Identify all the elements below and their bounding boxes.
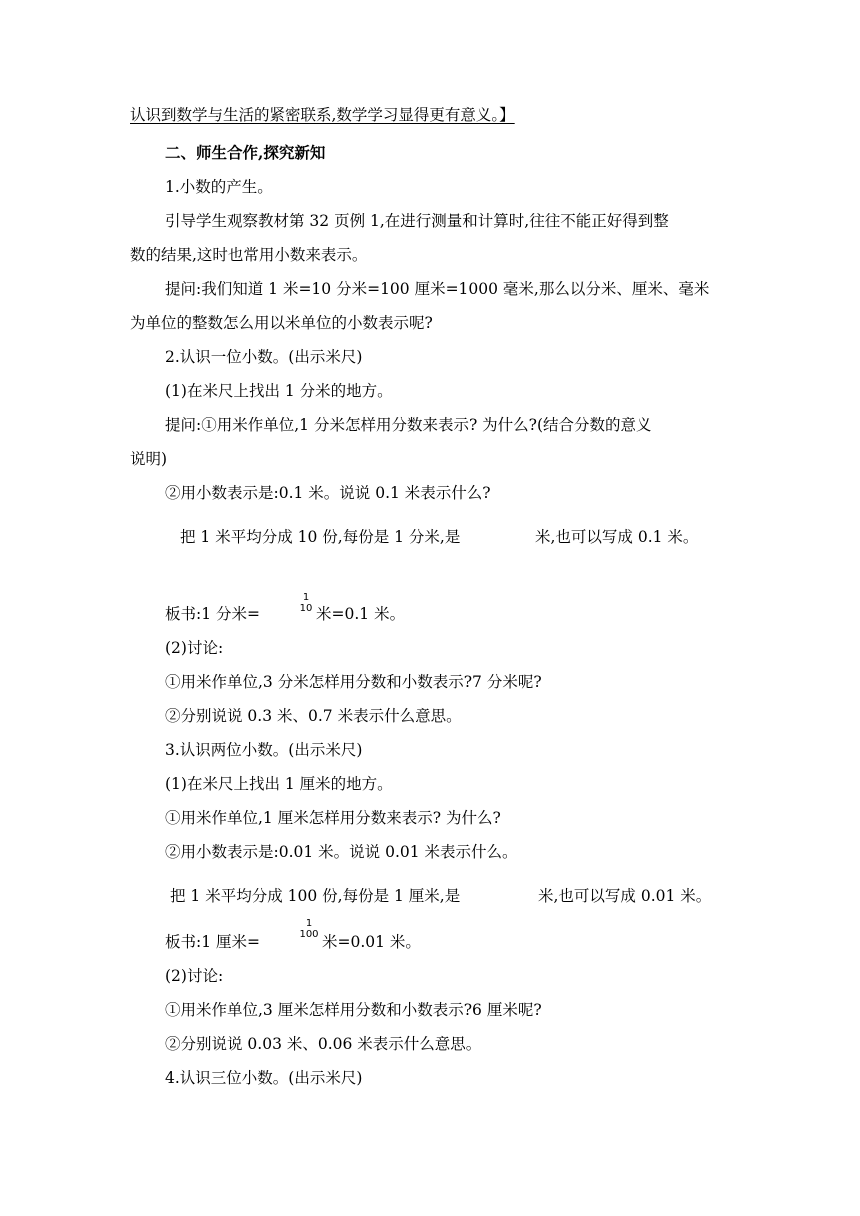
explanation-line: 把 1 米平均分成 100 份,每份是 1 厘米,是 bbox=[170, 887, 461, 905]
fraction-denominator: 10 bbox=[299, 603, 313, 614]
fraction-denominator: 100 bbox=[299, 929, 319, 940]
subsection-title: 4.认识三位小数。(出示米尺) bbox=[165, 1069, 363, 1087]
explanation-line: 把 1 米平均分成 10 份,每份是 1 分米,是 bbox=[180, 528, 461, 546]
fraction-one-hundredth bbox=[297, 918, 321, 940]
blackboard-note-tail: 米=0.01 米。 bbox=[322, 933, 421, 951]
paragraph-line: ②用小数表示是:0.1 米。说说 0.1 米表示什么? bbox=[165, 484, 491, 502]
paragraph-line: (1)在米尺上找出 1 厘米的地方。 bbox=[165, 775, 393, 793]
explanation-line-tail: 米,也可以写成 0.1 米。 bbox=[535, 528, 699, 546]
paragraph-line: 为单位的整数怎么用以米单位的小数表示呢? bbox=[130, 314, 433, 332]
paragraph-line: ①用米作单位,3 厘米怎样用分数和小数表示?6 厘米呢? bbox=[165, 1001, 542, 1019]
paragraph-line: 提问:①用米作单位,1 分米怎样用分数来表示? 为什么?(结合分数的意义 bbox=[165, 416, 652, 434]
subsection-title: 1.小数的产生。 bbox=[165, 178, 273, 196]
fraction-numerator: 1 bbox=[305, 918, 313, 929]
paragraph-line: ②用小数表示是:0.01 米。说说 0.01 米表示什么。 bbox=[165, 843, 518, 861]
fraction-one-tenth bbox=[297, 592, 315, 614]
paragraph-line: 引导学生观察教材第 32 页例 1,在进行测量和计算时,往往不能正好得到整 bbox=[165, 212, 669, 230]
paragraph-line: 说明) bbox=[130, 450, 168, 468]
paragraph-line: ②分别说说 0.03 米、0.06 米表示什么意思。 bbox=[165, 1035, 482, 1053]
intro-closing-line: 认识到数学与生活的紧密联系,数学学习显得更有意义。】 bbox=[130, 106, 515, 124]
paragraph-line: 数的结果,这时也常用小数来表示。 bbox=[130, 246, 368, 264]
fraction-numerator: 1 bbox=[302, 592, 310, 603]
explanation-line-tail: 米,也可以写成 0.01 米。 bbox=[538, 887, 712, 905]
blackboard-note-tail: 米=0.1 米。 bbox=[316, 605, 406, 623]
paragraph-line: ②分别说说 0.3 米、0.7 米表示什么意思。 bbox=[165, 707, 462, 725]
paragraph-line: 提问:我们知道 1 米=10 分米=100 厘米=1000 毫米,那么以分米、厘米、毫米 bbox=[165, 280, 710, 298]
subsection-title: 3.认识两位小数。(出示米尺) bbox=[165, 741, 363, 759]
section-heading: 二、师生合作,探究新知 bbox=[165, 143, 326, 162]
subsection-title: (2)讨论: bbox=[165, 967, 224, 985]
blackboard-note: 板书:1 分米= bbox=[165, 605, 260, 623]
subsection-title: (2)讨论: bbox=[165, 639, 224, 657]
subsection-title: 2.认识一位小数。(出示米尺) bbox=[165, 348, 363, 366]
paragraph-line: ①用米作单位,3 分米怎样用分数和小数表示?7 分米呢? bbox=[165, 673, 542, 691]
blackboard-note: 板书:1 厘米= bbox=[165, 933, 260, 951]
paragraph-line: (1)在米尺上找出 1 分米的地方。 bbox=[165, 382, 393, 400]
paragraph-line: ①用米作单位,1 厘米怎样用分数来表示? 为什么? bbox=[165, 809, 501, 827]
